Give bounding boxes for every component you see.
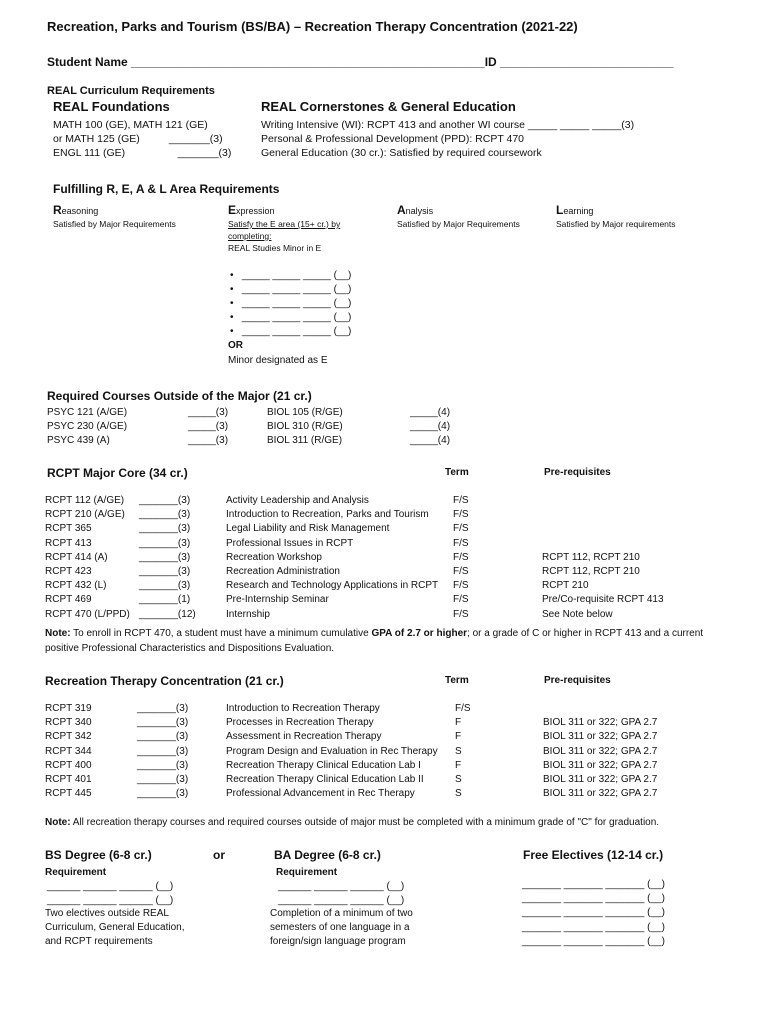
foundations-line[interactable]: or MATH 125 (GE) _______(3) [53,133,223,146]
credit-blank[interactable]: _______(3) [137,788,189,800]
course-title: Recreation Therapy Clinical Education Lab II [226,774,424,786]
course-prereq [542,537,664,551]
course-code: RCPT 344 [45,745,92,757]
ba-description [270,907,413,950]
expression-minor-note: REAL Studies Minor in E [228,243,322,253]
core-codes [45,494,130,622]
concentration-titles [226,702,438,801]
bs-description [45,907,185,950]
course-title: Recreation Administration [226,566,340,578]
foundations-line: MATH 100 (GE), MATH 121 (GE) [53,119,208,131]
free-elective-blank[interactable]: _______ _______ _______ (__) [522,893,665,905]
core-note: Note: To enroll in RCPT 470, a student must have a minimum cumulative GPA of 2.7 or higher; or a grade of C or higher in RCPT 413 and a current [45,628,704,639]
course-code: RCPT 423 [45,566,92,578]
concentration-credits [137,702,188,801]
course-code: BIOL 311 (R/GE) [267,435,343,447]
real-heading: REAL Curriculum Requirements [47,85,215,97]
degree-or: or [213,848,225,862]
credit-blank[interactable]: _____(3) [188,435,229,447]
course-title: Professional Issues in RCPT [226,537,354,549]
course-title: Internship [226,608,270,620]
course-term: F/S [453,608,469,620]
course-term: F [455,731,462,743]
credit-blank[interactable]: _______(3) [139,537,191,549]
credit-blank[interactable]: _____(3) [188,407,229,418]
expression-bullet[interactable]: • _____ _____ _____ (__) [230,284,352,295]
course-title: Recreation Workshop [226,551,322,563]
course-prereq: Pre/Co-requisite RCPT 413 [542,594,664,606]
course-term: F/S [453,594,469,606]
course-prereq [543,702,657,716]
course-title: Program Design and Evaluation in Rec Therapy [226,745,438,757]
course-title: Assessment in Recreation Therapy [226,731,382,743]
concentration-term-header: Term [445,675,469,686]
course-prereq: BIOL 311 or 322; GPA 2.7 [543,759,658,771]
credit-blank[interactable]: _______(3) [137,759,189,771]
outside-right-credits [410,406,450,449]
expression-or: OR [228,340,243,351]
outside-left-credits [188,406,228,449]
credit-blank[interactable]: _______(3) [139,495,191,506]
core-prereqs [542,494,664,622]
bs-desc-line: Two electives outside REAL [45,908,169,919]
bs-blanks [47,880,173,908]
credit-blank[interactable]: _______(3) [137,703,189,714]
credit-blank[interactable]: _______(3) [139,566,191,578]
free-electives-blanks [522,878,665,949]
course-term: F/S [453,537,469,549]
real-cornerstones-title: REAL Cornerstones & General Education [261,99,516,114]
concentration-codes [45,702,92,801]
course-term: F [455,759,462,771]
ba-requirement-label: Requirement [276,867,338,878]
ba-language-blank[interactable]: ______ ______ ______ (__) [278,895,405,907]
credit-blank[interactable]: _______(3) [139,523,191,535]
concentration-prereq-header: Pre-requisites [544,675,611,686]
course-term: F/S [453,523,469,535]
course-title: Introduction to Recreation Therapy [226,703,380,714]
core-term-header: Term [445,467,469,478]
expression-minor: Minor designated as E [228,355,328,366]
course-term: S [455,774,462,786]
course-prereq: BIOL 311 or 322; GPA 2.7 [543,774,658,785]
core-prereq-header: Pre-requisites [544,467,611,478]
course-code: RCPT 469 [45,594,92,606]
credit-blank[interactable]: _______(3) [139,551,191,563]
free-elective-blank[interactable]: _______ _______ _______ (__) [522,907,665,919]
course-term: F/S [453,566,469,578]
course-term: F/S [453,580,469,592]
free-elective-blank[interactable]: _______ _______ _______ (__) [522,879,665,890]
course-code: RCPT 413 [45,537,92,549]
analysis-note: Satisfied by Major Requirements [397,219,520,229]
course-code: RCPT 210 (A/GE) [45,509,125,521]
course-title: Activity Leadership and Analysis [226,495,369,506]
course-code: RCPT 414 (A) [45,551,108,563]
credit-blank[interactable]: _______(3) [139,509,191,521]
student-name-id-line[interactable]: Student Name _____________________________________________________ID __________________________ [47,55,674,69]
learning-note: Satisfied by Major requirements [556,219,676,229]
course-prereq: RCPT 210 [542,580,589,592]
course-title: Pre-Internship Seminar [226,594,329,606]
expression-bullet[interactable]: • _____ _____ _____ (__) [230,298,352,309]
course-title: Recreation Therapy Clinical Education Lab I [226,759,421,771]
ba-language-blank[interactable]: ______ ______ ______ (__) [278,881,405,892]
concentration-terms [455,702,471,801]
course-code: RCPT 319 [45,703,92,714]
course-term: F/S [453,509,469,521]
course-code: RCPT 432 (L) [45,580,107,592]
course-prereq: BIOL 311 or 322; GPA 2.7 [543,731,658,743]
ba-degree-heading: BA Degree (6-8 cr.) [274,848,381,862]
course-code: RCPT 470 (L/PPD) [45,608,130,620]
course-prereq [542,508,664,522]
course-prereq [542,522,664,536]
credit-blank[interactable]: _____(3) [188,421,229,433]
cornerstone-line[interactable]: Writing Intensive (WI): RCPT 413 and another WI course _____ _____ _____(3) [261,119,635,131]
core-credits [139,494,196,622]
course-code: RCPT 400 [45,759,92,771]
course-prereq: RCPT 112, RCPT 210 [542,565,640,577]
course-term: S [455,788,462,800]
course-code: RCPT 342 [45,731,92,743]
course-prereq: See Note below [542,608,613,620]
course-code: RCPT 365 [45,523,92,535]
expression-bullets [230,269,351,339]
free-elective-blank[interactable]: _______ _______ _______ (__) [522,935,665,947]
course-title: Professional Advancement in Rec Therapy [226,788,415,800]
course-code: PSYC 439 (A) [47,435,110,447]
course-code: BIOL 310 (R/GE) [267,421,343,433]
course-prereq: BIOL 311 or 322; GPA 2.7 [543,788,658,800]
course-code: RCPT 401 [45,774,92,786]
credit-blank[interactable]: _______(1) [139,594,191,606]
bs-desc-line: Curriculum, General Education, [45,922,185,934]
expression-bullet[interactable]: • _____ _____ _____ (__) [230,326,352,337]
expression-label: Expression [228,203,275,217]
course-term: F [455,717,462,729]
real-foundations-title: REAL Foundations [53,99,170,114]
foundations-line[interactable]: ENGL 111 (GE) _______(3) [53,147,232,160]
real-areas-heading: Fulfilling R, E, A & L Area Requirements [53,182,280,196]
course-term: F/S [453,495,469,506]
credit-blank[interactable]: _____(4) [410,407,451,418]
ba-desc-line: Completion of a minimum of two [270,908,413,919]
real-cornerstones-list [261,118,634,161]
course-title: Processes in Recreation Therapy [226,717,374,729]
free-elective-blank[interactable]: _______ _______ _______ (__) [522,921,665,933]
course-code: BIOL 105 (R/GE) [267,407,343,418]
reasoning-label: Reasoning [53,203,99,217]
course-code: PSYC 121 (A/GE) [47,407,128,418]
course-code: RCPT 445 [45,788,92,800]
credit-blank[interactable]: _____(4) [410,421,451,433]
course-prereq: BIOL 311 or 322; GPA 2.7 [543,745,658,757]
course-code: RCPT 340 [45,717,92,729]
course-code: PSYC 230 (A/GE) [47,421,128,433]
page-title: Recreation, Parks and Tourism (BS/BA) – Recreation Therapy Concentration (2021-22) [47,19,578,34]
outside-heading: Required Courses Outside of the Major (21 cr.) [47,389,312,403]
course-term: S [455,745,462,757]
core-terms [453,494,469,622]
core-titles [226,494,438,622]
expression-bullet[interactable]: • _____ _____ _____ (__) [230,270,352,281]
bs-requirement-label: Requirement [45,867,107,878]
core-heading: RCPT Major Core (34 cr.) [47,466,188,480]
outside-left-courses [47,406,127,449]
course-title: Research and Technology Applications in RCPT [226,580,439,592]
bs-elective-blank[interactable]: ______ ______ ______ (__) [47,895,174,907]
credit-blank[interactable]: _______(3) [137,731,189,743]
ba-desc-line: semesters of one language in a [270,922,410,934]
core-note-cont: positive Professional Characteristics and Dispositions Evaluation. [45,643,335,654]
credit-blank[interactable]: _______(12) [139,608,196,620]
concentration-prereqs [543,702,657,801]
course-term: F/S [453,551,469,563]
credit-blank[interactable]: _____(4) [410,435,451,447]
concentration-note: Note: All recreation therapy courses and required courses outside of major must be completed with a minimum grade of "C" for graduation. [45,817,660,828]
analysis-label: Analysis [397,203,434,217]
bs-desc-line: and RCPT requirements [45,936,153,948]
cornerstone-line: General Education (30 cr.): Satisfied by required coursework [261,147,542,160]
course-prereq: RCPT 112, RCPT 210 [542,551,640,563]
expression-bullet[interactable]: • _____ _____ _____ (__) [230,312,352,323]
cornerstone-line: Personal & Professional Development (PPD): RCPT 470 [261,133,525,146]
course-title: Legal Liability and Risk Management [226,523,390,535]
credit-blank[interactable]: _______(3) [137,717,189,729]
bs-degree-heading: BS Degree (6-8 cr.) [45,848,152,862]
reasoning-note: Satisfied by Major Requirements [53,219,176,229]
course-term: F/S [455,703,471,714]
real-foundations-list [53,118,231,161]
credit-blank[interactable]: _______(3) [137,745,189,757]
credit-blank[interactable]: _______(3) [139,580,191,592]
course-code: RCPT 112 (A/GE) [45,495,125,506]
free-electives-heading: Free Electives (12-14 cr.) [523,848,664,862]
course-prereq: BIOL 311 or 322; GPA 2.7 [543,717,658,729]
ba-blanks [278,880,404,908]
outside-right-courses [267,406,343,449]
concentration-heading: Recreation Therapy Concentration (21 cr.) [45,674,284,688]
credit-blank[interactable]: _______(3) [137,774,189,786]
expression-note: completing: [228,231,272,241]
course-title: Introduction to Recreation, Parks and Tourism [226,509,429,521]
bs-elective-blank[interactable]: ______ ______ ______ (__) [47,881,174,892]
learning-label: Learning [556,203,594,217]
ba-desc-line: foreign/sign language program [270,936,406,948]
expression-note: Satisfy the E area (15+ cr.) by [228,219,341,229]
course-prereq [542,494,664,508]
